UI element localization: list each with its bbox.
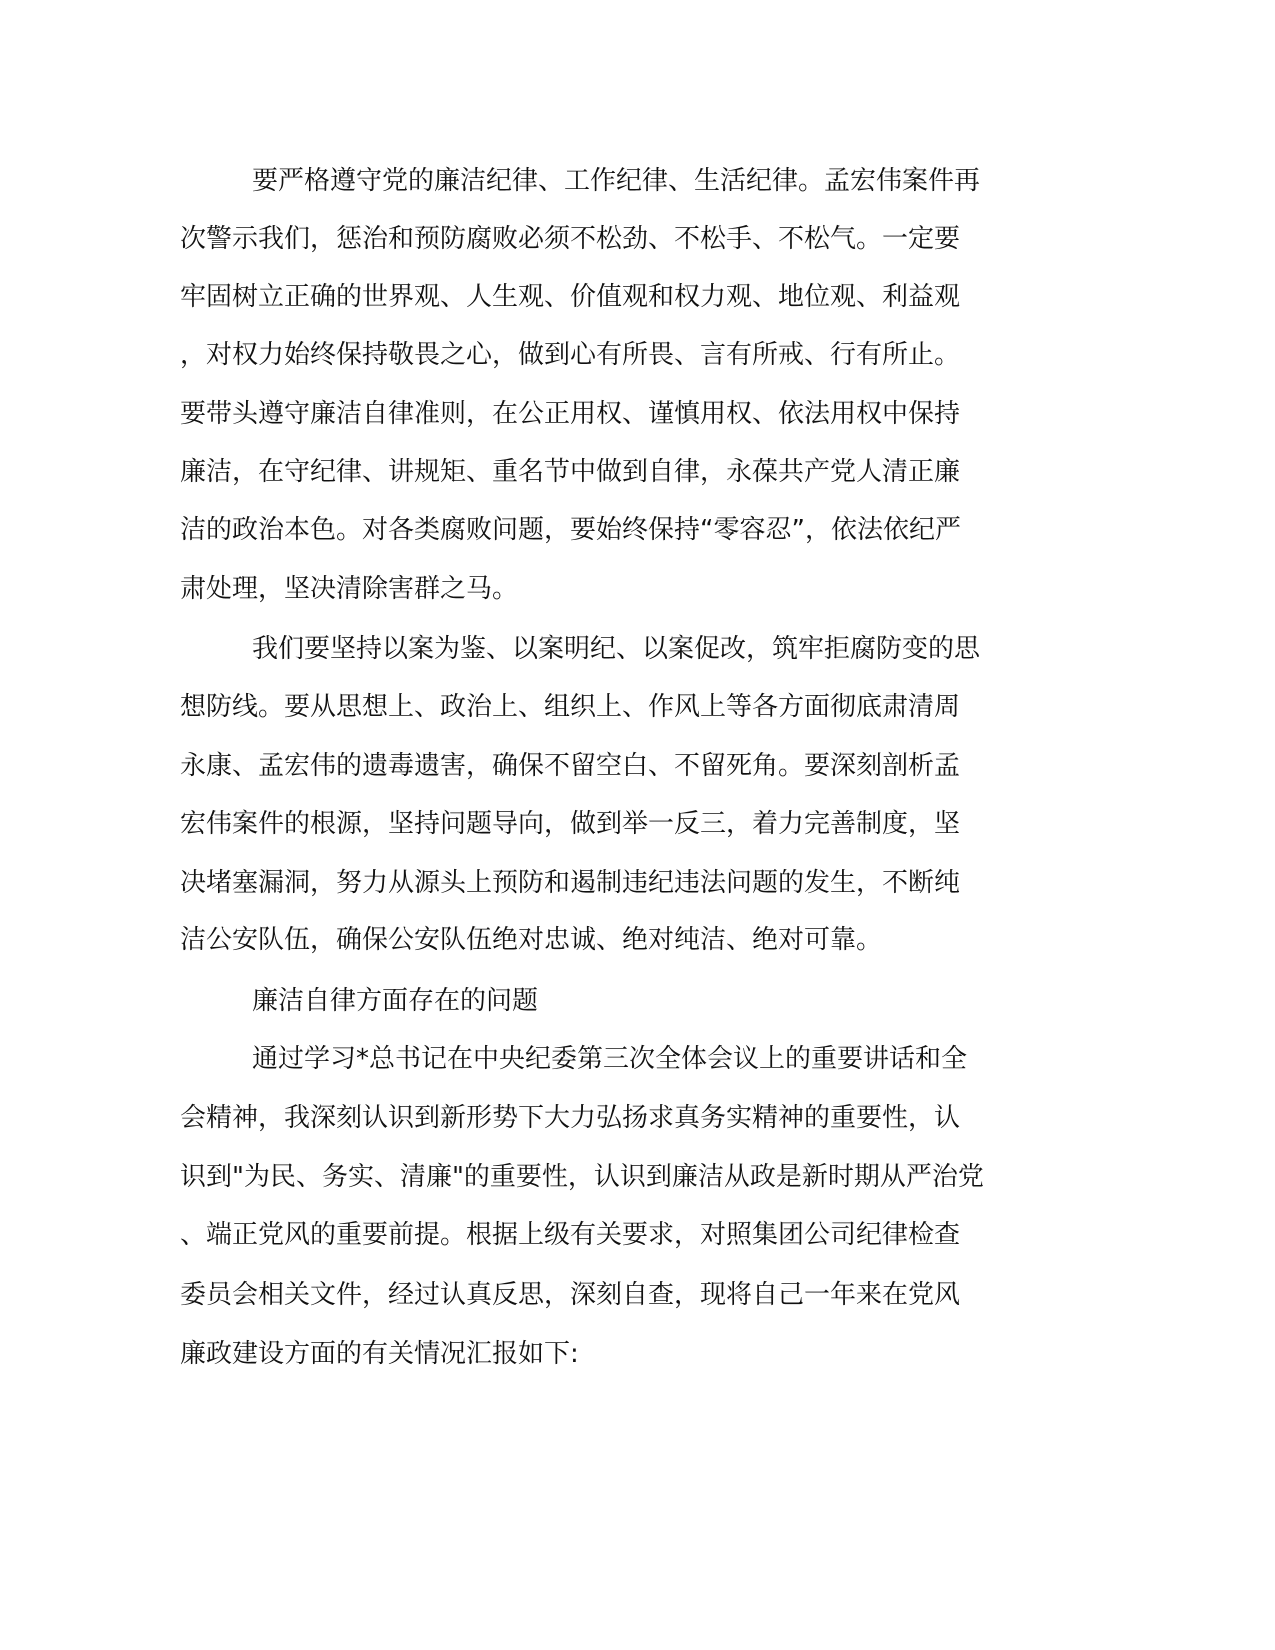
paragraph-2-line-4: 宏伟案件的根源，坚持问题导向，做到举一反三，着力完善制度，坚 xyxy=(180,809,961,839)
section-heading: 廉洁自律方面存在的问题 xyxy=(252,986,539,1016)
paragraph-2-line-2: 想防线。要从思想上、政治上、组织上、作风上等各方面彻底肃清周 xyxy=(180,692,961,722)
paragraph-2-line-6: 洁公安队伍，确保公安队伍绝对忠诚、绝对纯洁、绝对可靠。 xyxy=(180,925,883,955)
paragraph-4-line-5: 委员会相关文件，经过认真反思，深刻自查，现将自己一年来在党风 xyxy=(180,1280,961,1310)
paragraph-1-line-5: 要带头遵守廉洁自律准则，在公正用权、谨慎用权、依法用权中保持 xyxy=(180,399,961,429)
paragraph-4-line-2: 会精神，我深刻认识到新形势下大力弘扬求真务实精神的重要性，认 xyxy=(180,1103,961,1133)
paragraph-4-line-4: 、端正党风的重要前提。根据上级有关要求，对照集团公司纪律检查 xyxy=(180,1220,961,1250)
paragraph-4-line-1: 通过学习*总书记在中央纪委第三次全体会议上的重要讲话和全 xyxy=(252,1044,968,1074)
paragraph-1-line-4: ，对权力始终保持敬畏之心，做到心有所畏、言有所戒、行有所止。 xyxy=(180,340,961,370)
paragraph-1-line-8: 肃处理，坚决清除害群之马。 xyxy=(180,574,519,604)
paragraph-1-line-6: 廉洁，在守纪律、讲规矩、重名节中做到自律，永葆共产党人清正廉 xyxy=(180,457,961,487)
paragraph-1-line-2: 次警示我们，惩治和预防腐败必须不松劲、不松手、不松气。一定要 xyxy=(180,224,961,254)
paragraph-1-line-1: 要严格遵守党的廉洁纪律、工作纪律、生活纪律。孟宏伟案件再 xyxy=(252,166,981,196)
paragraph-2-line-3: 永康、孟宏伟的遗毒遗害，确保不留空白、不留死角。要深刻剖析孟 xyxy=(180,751,961,781)
paragraph-2-line-1: 我们要坚持以案为鉴、以案明纪、以案促改，筑牢拒腐防变的思 xyxy=(252,634,981,664)
paragraph-1-line-3: 牢固树立正确的世界观、人生观、价值观和权力观、地位观、利益观 xyxy=(180,282,961,312)
paragraph-4-line-3: 识到"为民、务实、清廉"的重要性，认识到廉洁从政是新时期从严治党 xyxy=(180,1162,984,1192)
paragraph-2-line-5: 决堵塞漏洞，努力从源头上预防和遏制违纪违法问题的发生，不断纯 xyxy=(180,868,961,898)
paragraph-1-line-7: 洁的政治本色。对各类腐败问题，要始终保持“零容忍”，依法依纪严 xyxy=(180,515,961,545)
paragraph-4-line-6: 廉政建设方面的有关情况汇报如下: xyxy=(180,1339,579,1369)
